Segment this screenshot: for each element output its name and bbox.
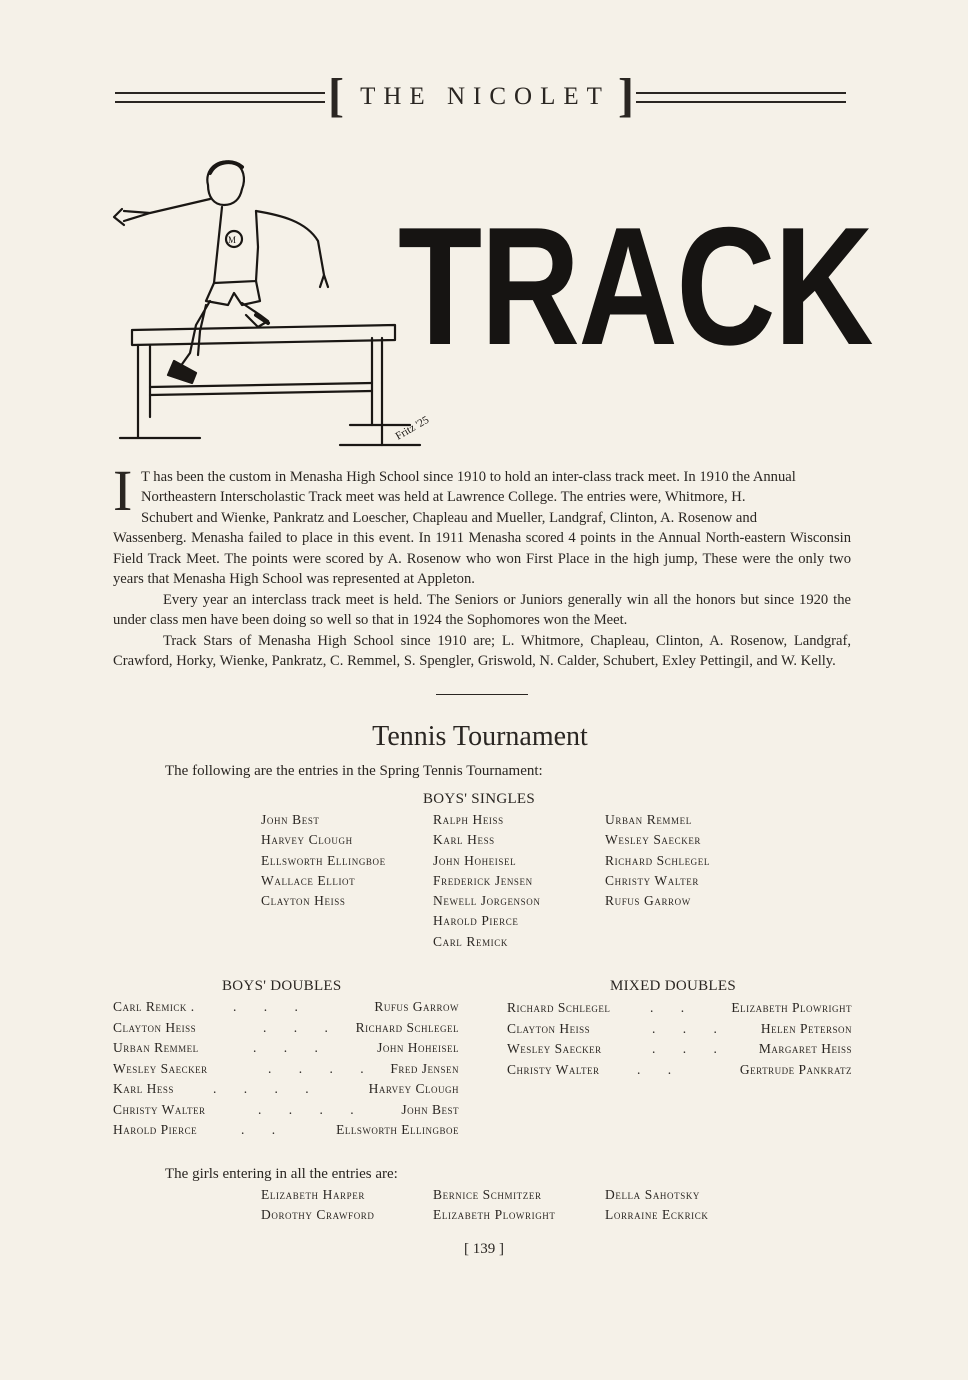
boys-singles-col-2: [433, 810, 540, 952]
track-paragraph-1-line-1: T has been the custom in Menasha High School since 1910 to hold an inter-class track meet. In 1910 the Annual: [141, 469, 796, 485]
boys-doubles-heading: BOYS' DOUBLES: [222, 978, 342, 994]
entry-name: Della Sahotsky: [605, 1187, 701, 1202]
player-b: Gertrude Pankratz: [739, 1061, 852, 1077]
entry-name: Wesley Saecker: [605, 832, 702, 848]
player-a: Christy Walter: [113, 1101, 206, 1117]
entry-name: Christy Walter: [605, 872, 699, 888]
player-b: Elizabeth Plowright: [731, 1000, 852, 1015]
svg-text:M: M: [228, 235, 237, 245]
entry-name: Richard Schlegel: [605, 852, 710, 868]
player-a: Clayton Heiss: [113, 1019, 197, 1035]
player-b: Rufus Garrow: [374, 999, 459, 1014]
entry-name: Carl Remick: [433, 933, 508, 949]
girls-col-2: [433, 1185, 556, 1226]
player-b: Harvey Clough: [368, 1081, 459, 1096]
doubles-pair-row: Karl Hess . . . . Harvey Clough: [113, 1079, 459, 1100]
header-bracket-left: [: [328, 69, 344, 122]
player-a: Wesley Saecker: [507, 1041, 602, 1056]
player-a: Harold Pierce: [113, 1122, 198, 1137]
player-a: Carl Remick .: [113, 999, 195, 1014]
boys-singles-col-3: [605, 810, 710, 911]
header-rule-left: [115, 92, 325, 103]
player-a: Christy Walter: [507, 1061, 600, 1077]
doubles-pair-row: Clayton Heiss . . . Helen Peterson: [507, 1019, 852, 1040]
entry-name: Lorraine Eckrick: [605, 1207, 709, 1223]
entry-name: Ellsworth Ellingboe: [261, 852, 386, 868]
doubles-pair-row: Richard Schlegel . . Elizabeth Plowright: [507, 998, 852, 1019]
player-b: Richard Schlegel: [355, 1019, 459, 1035]
section-divider: [436, 694, 528, 695]
player-a: Clayton Heiss: [507, 1020, 591, 1036]
entry-name: Wallace Elliot: [261, 872, 356, 888]
boys-singles-heading: BOYS' SINGLES: [423, 791, 536, 807]
track-paragraph-1-line-3: Schubert and Wienke, Pankratz and Loescher, Chapleau and Mueller, Landgraf, Clinton, A. Rosenow and: [141, 509, 758, 526]
entry-name: Bernice Schmitzer: [433, 1187, 542, 1202]
header-rule-right: [636, 92, 846, 103]
entry-name: Elizabeth Harper: [261, 1187, 365, 1202]
entry-name: John Best: [261, 812, 320, 827]
player-b: Ellsworth Ellingboe: [336, 1122, 459, 1137]
boys-doubles-table: [113, 997, 459, 1141]
header-bracket-right: ]: [618, 69, 634, 122]
girls-col-3: [605, 1185, 708, 1226]
doubles-pair-row: Wesley Saecker . . . Margaret Heiss: [507, 1039, 852, 1060]
artist-signature: Fritz '25: [393, 413, 432, 443]
track-paragraph-1-line-2: Northeastern Interscholastic Track meet was held at Lawrence College. The entries were, Whitmore, H.: [141, 489, 746, 506]
player-a: Richard Schlegel: [507, 1000, 611, 1015]
hurdler-illustration: [110, 155, 440, 455]
entry-name: Clayton Heiss: [261, 893, 346, 909]
entry-name: Karl Hess: [433, 832, 495, 848]
entry-name: Rufus Garrow: [605, 893, 691, 909]
mixed-doubles-heading: MIXED DOUBLES: [610, 978, 736, 994]
doubles-pair-row: Christy Walter . . . . John Best: [113, 1100, 459, 1121]
entry-name: Ralph Heiss: [433, 812, 504, 827]
entry-name: Frederick Jensen: [433, 872, 533, 888]
tennis-heading: Tennis Tournament: [372, 721, 588, 752]
player-a: Wesley Saecker: [113, 1060, 208, 1076]
drop-cap: I: [113, 458, 133, 523]
girls-intro: The girls entering in all the entries are:: [165, 1166, 398, 1182]
mixed-doubles-table: [507, 998, 852, 1080]
track-paragraph-3: Track Stars of Menasha High School since 1910 are; L. Whitmore, Chapleau, Clinton, A. Rosenow, Landgraf, Crawford, Horky, Wienke, Pankratz, C. Remmel, S. Spengler, Griswold, N. Calder, Schubert, Exley Pettingil, and W. Kelly.: [113, 633, 851, 670]
doubles-pair-row: Clayton Heiss . . . Richard Schlegel: [113, 1018, 459, 1039]
entry-name: Elizabeth Plowright: [433, 1207, 556, 1223]
track-paragraph-1-rest: Wassenberg. Menasha failed to place in this event. In 1911 Menasha scored 4 points in the Annual North-eastern Wisconsin Field Track Meet. The points were scored by A. Rosenow who won First Place in the high jump, These were the only two years that Menasha High School was represented at Appleton.: [113, 530, 851, 588]
entry-name: Newell Jorgenson: [433, 893, 541, 909]
girls-col-1: [261, 1185, 375, 1226]
track-heading: TRACK: [398, 192, 872, 380]
track-paragraph-1: [113, 458, 851, 589]
doubles-pair-row: Christy Walter . . Gertrude Pankratz: [507, 1060, 852, 1081]
page-number: [ 139 ]: [464, 1241, 504, 1257]
track-paragraph-2: Every year an interclass track meet is held. The Seniors or Juniors generally win all the honors but since 1920 the under class men have been doing so well so that in 1924 the Sophomores won the Meet.: [113, 592, 851, 629]
player-b: John Hoheisel: [377, 1040, 459, 1055]
player-a: Karl Hess: [113, 1081, 174, 1096]
entry-name: John Hoheisel: [433, 852, 517, 868]
entry-name: Harvey Clough: [261, 832, 353, 848]
running-header-title: THE NICOLET: [360, 83, 610, 110]
boys-singles-col-1: [261, 810, 386, 911]
entry-name: Harold Pierce: [433, 913, 519, 929]
doubles-pair-row: Harold Pierce . . Ellsworth Ellingboe: [113, 1120, 459, 1141]
doubles-pair-row: Wesley Saecker . . . . Fred Jensen: [113, 1059, 459, 1080]
player-a: Urban Remmel: [113, 1040, 199, 1055]
entry-name: Dorothy Crawford: [261, 1207, 375, 1223]
player-b: Margaret Heiss: [758, 1041, 852, 1056]
entry-name: Urban Remmel: [605, 812, 692, 827]
doubles-pair-row: Carl Remick . . . . Rufus Garrow: [113, 997, 459, 1018]
tennis-intro: The following are the entries in the Spring Tennis Tournament:: [165, 763, 543, 779]
doubles-pair-row: Urban Remmel . . . John Hoheisel: [113, 1038, 459, 1059]
player-b: Fred Jensen: [390, 1060, 459, 1076]
player-b: John Best: [401, 1101, 459, 1117]
player-b: Helen Peterson: [760, 1020, 852, 1036]
